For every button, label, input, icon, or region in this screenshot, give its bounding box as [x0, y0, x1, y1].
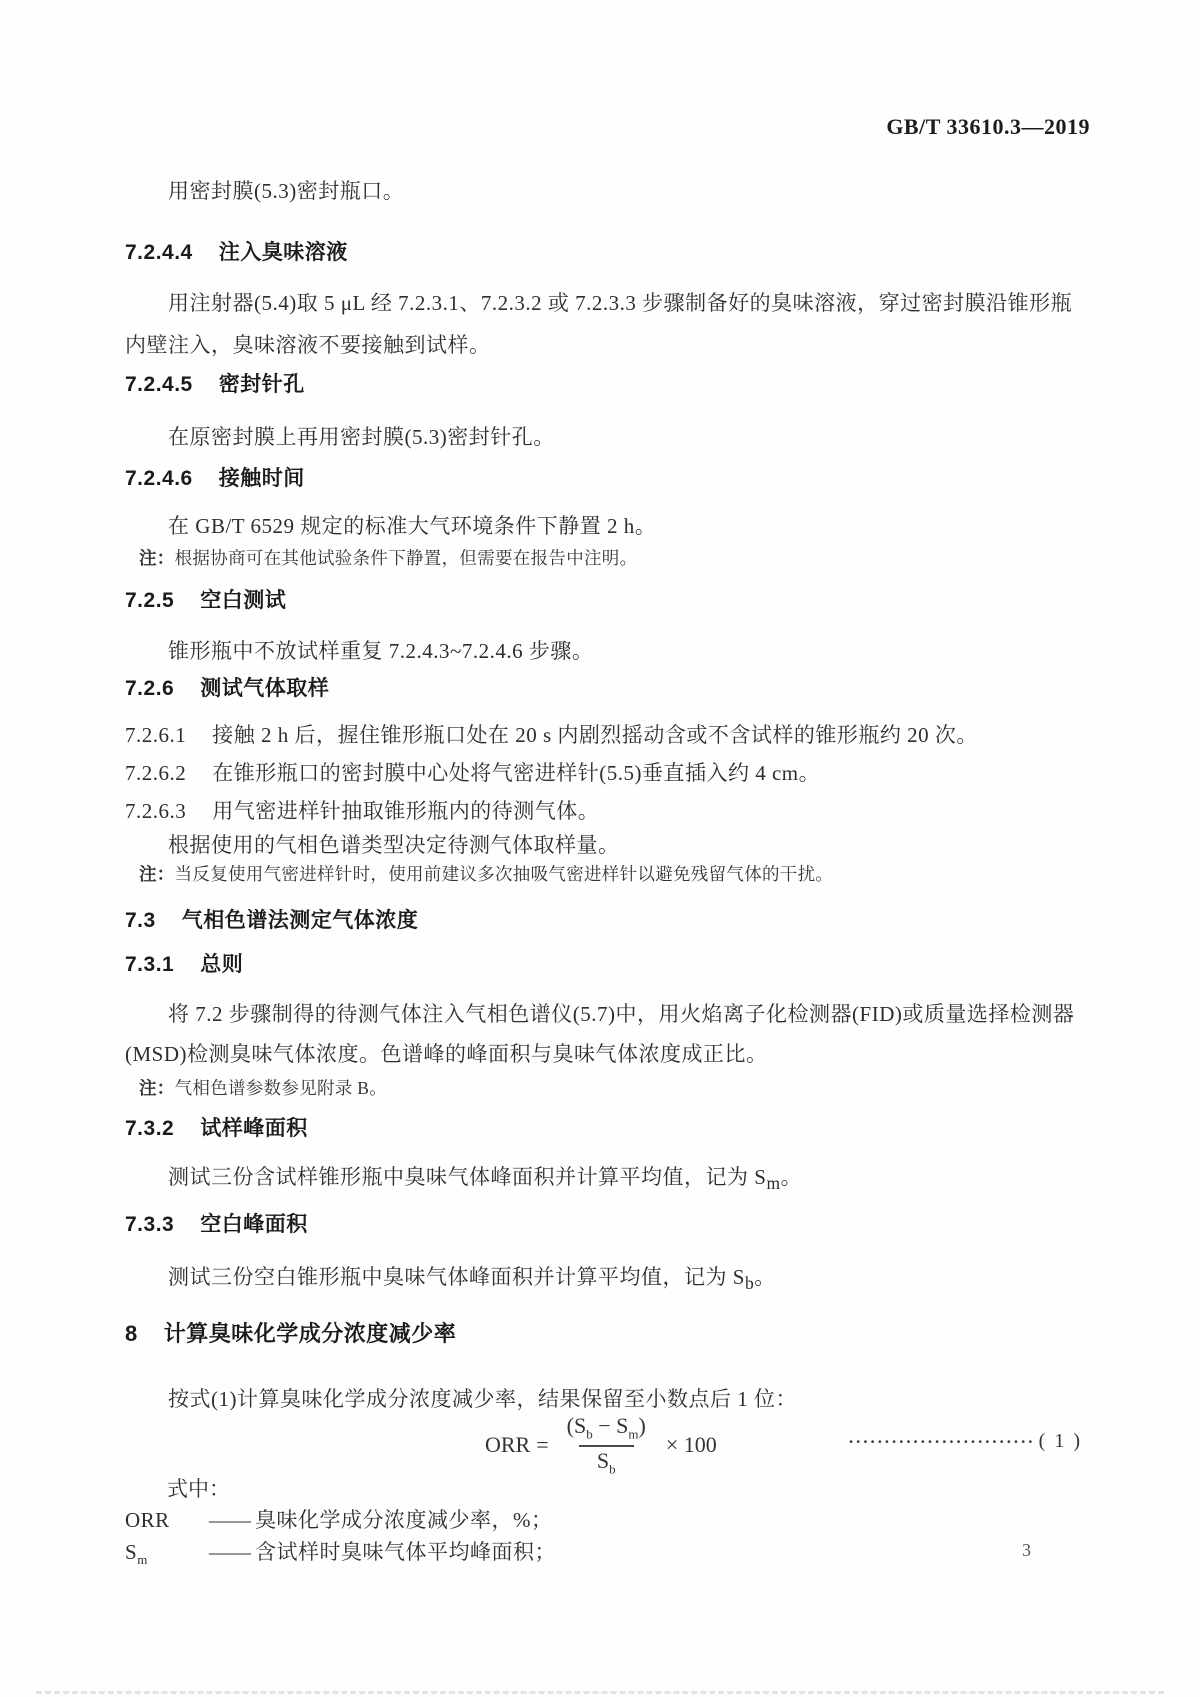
note-text: 气相色谱参数参见附录 B。	[174, 1078, 388, 1098]
paragraph-text: 。	[780, 1165, 803, 1189]
section-number: 7.2.6	[125, 677, 175, 700]
note-needle	[139, 860, 1090, 888]
clause-text: 接触 2 h 后，握住锥形瓶口处在 20 s 内剧烈摇动含或不含试样的锥形瓶约 20 次。	[212, 723, 978, 747]
paragraph-seal-hole: 在原密封膜上再用密封膜(5.3)密封针孔。	[168, 425, 555, 449]
note-gc	[139, 1074, 1090, 1102]
term-base: S	[125, 1540, 138, 1565]
subscript-b: b	[586, 1426, 593, 1442]
definition-sm	[125, 1536, 1090, 1576]
paragraph-sample-area	[125, 1156, 1090, 1204]
clause-number: 7.2.6.3	[125, 799, 187, 823]
section-number: 7.2.4.4	[125, 241, 193, 264]
equation-leader	[848, 1430, 1082, 1453]
definition-text: 臭味化学成分浓度减少率，%；	[255, 1508, 553, 1533]
section-number: 7.3	[125, 909, 156, 932]
numerator-text: )	[638, 1412, 646, 1438]
numerator-text: (S	[566, 1412, 587, 1438]
section-number: 7.3.3	[125, 1213, 175, 1237]
subscript-m: m	[766, 1173, 781, 1194]
paragraph-seal-mouth: 用密封膜(5.3)密封瓶口。	[168, 179, 405, 203]
section-heading-7-3	[125, 906, 1090, 936]
subscript-b: b	[744, 1273, 755, 1294]
chapter-heading-8	[125, 1318, 1090, 1350]
definition-orr	[125, 1504, 1090, 1536]
note-contact	[139, 544, 1090, 572]
section-title: 空白峰面积	[200, 1213, 308, 1237]
note-text: 当反复使用气密进样针时，使用前建议多次抽吸气密进样针以避免残留气体的干扰。	[174, 864, 834, 884]
page-content	[125, 0, 1090, 1577]
section-title: 密封针孔	[218, 373, 305, 396]
section-number: 7.2.5	[125, 589, 175, 612]
equation-number: ( 1 )	[1038, 1430, 1082, 1453]
section-title: 接触时间	[218, 467, 305, 490]
equals-sign: =	[536, 1432, 549, 1458]
standard-number: GB/T 33610.3—2019	[886, 114, 1090, 139]
paragraph-text: 。	[754, 1265, 776, 1290]
clause-number: 7.2.6.1	[125, 723, 187, 747]
section-heading-7-3-2	[125, 1114, 1090, 1144]
note-text: 根据协商可在其他试验条件下静置，但需要在报告中注明。	[174, 548, 638, 568]
section-heading-7-2-4-5	[125, 370, 1090, 400]
note-label: 注：	[139, 548, 175, 568]
fraction-denominator	[579, 1445, 634, 1477]
section-title: 空白测试	[200, 589, 287, 612]
paragraph-text: 测试三份空白锥形瓶中臭味气体峰面积并计算平均值，记为 S	[168, 1265, 745, 1290]
note-label: 注：	[139, 864, 175, 884]
section-heading-7-2-6	[125, 674, 1090, 704]
section-title: 总则	[200, 953, 244, 976]
section-number: 7.3.2	[125, 1117, 175, 1140]
section-number: 7.2.4.6	[125, 467, 193, 490]
section-heading-7-2-5	[125, 586, 1090, 616]
paragraph-blank-test: 锥形瓶中不放试样重复 7.2.4.3~7.2.4.6 步骤。	[168, 639, 594, 663]
fraction	[563, 1413, 650, 1478]
section-title: 测试气体取样	[200, 677, 330, 700]
page-number: 3	[1022, 1540, 1031, 1560]
section-heading-7-3-3	[125, 1210, 1090, 1240]
subscript-b: b	[609, 1461, 616, 1477]
numerator-text: − S	[592, 1412, 629, 1438]
section-title: 气相色谱法测定气体浓度	[181, 909, 419, 932]
section-title: 试样峰面积	[200, 1117, 308, 1140]
multiplier: × 100	[665, 1432, 717, 1458]
paragraph-contact-time: 在 GB/T 6529 规定的标准大气环境条件下静置 2 h。	[168, 514, 657, 538]
clause-text: 用气密进样针抽取锥形瓶内的待测气体。	[212, 799, 600, 823]
denominator-text: S	[596, 1448, 610, 1474]
fraction-numerator	[563, 1413, 650, 1445]
section-number: 7.2.4.5	[125, 373, 193, 396]
definition-term	[125, 1536, 209, 1576]
dot-leader: ··························	[848, 1432, 1035, 1452]
paragraph-sample-amount: 根据使用的气相色谱类型决定待测气体取样量。	[168, 833, 620, 857]
equation-1	[485, 1414, 717, 1476]
equation-lhs: ORR	[485, 1432, 531, 1458]
clause-7-2-6-3	[125, 792, 1090, 830]
section-number: 7.3.1	[125, 953, 175, 976]
subscript-m: m	[628, 1426, 639, 1442]
clause-text: 在锥形瓶口的密封膜中心处将气密进样针(5.5)垂直插入约 4 cm。	[212, 761, 821, 785]
clause-7-2-6-2	[125, 754, 1090, 792]
subscript-m: m	[137, 1552, 148, 1568]
definition-text: 含试样时臭味气体平均峰面积；	[255, 1540, 556, 1565]
section-heading-7-3-1	[125, 950, 1090, 980]
paragraph-formula-intro: 按式(1)计算臭味化学成分浓度减少率，结果保留至小数点后 1 位：	[168, 1387, 798, 1412]
paragraph-blank-area	[125, 1256, 1090, 1304]
definition-dash: ——	[209, 1508, 251, 1533]
paragraph-inject: 用注射器(5.4)取 5 μL 经 7.2.3.1、7.2.3.2 或 7.2.3.3 步骤制备好的臭味溶液，穿过密封膜沿锥形瓶内壁注入，臭味溶液不要接触到试样。	[125, 291, 1073, 357]
paragraph-text: 测试三份含试样锥形瓶中臭味气体峰面积并计算平均值，记为 S	[168, 1165, 767, 1189]
definition-term: ORR	[125, 1508, 170, 1533]
equation-1-row	[125, 1414, 1090, 1476]
section-title: 注入臭味溶液	[218, 241, 348, 264]
paragraph-general: 将 7.2 步骤制得的待测气体注入气相色谱仪(5.7)中，用火焰离子化检测器(FID)或质量选择检测器(MSD)检测臭味气体浓度。色谱峰的峰面积与臭味气体浓度成正比。	[125, 1002, 1075, 1066]
bottom-perforation-line	[36, 1691, 1164, 1694]
clause-number: 7.2.6.2	[125, 761, 187, 785]
chapter-number: 8	[125, 1321, 138, 1347]
chapter-title: 计算臭味化学成分浓度减少率	[163, 1321, 457, 1347]
definition-dash: ——	[209, 1540, 251, 1565]
section-heading-7-2-4-4	[125, 238, 1090, 268]
section-heading-7-2-4-6	[125, 464, 1090, 494]
clause-7-2-6-1	[125, 716, 1090, 754]
note-label: 注：	[139, 1078, 175, 1098]
where-label: 式中：	[167, 1477, 230, 1502]
